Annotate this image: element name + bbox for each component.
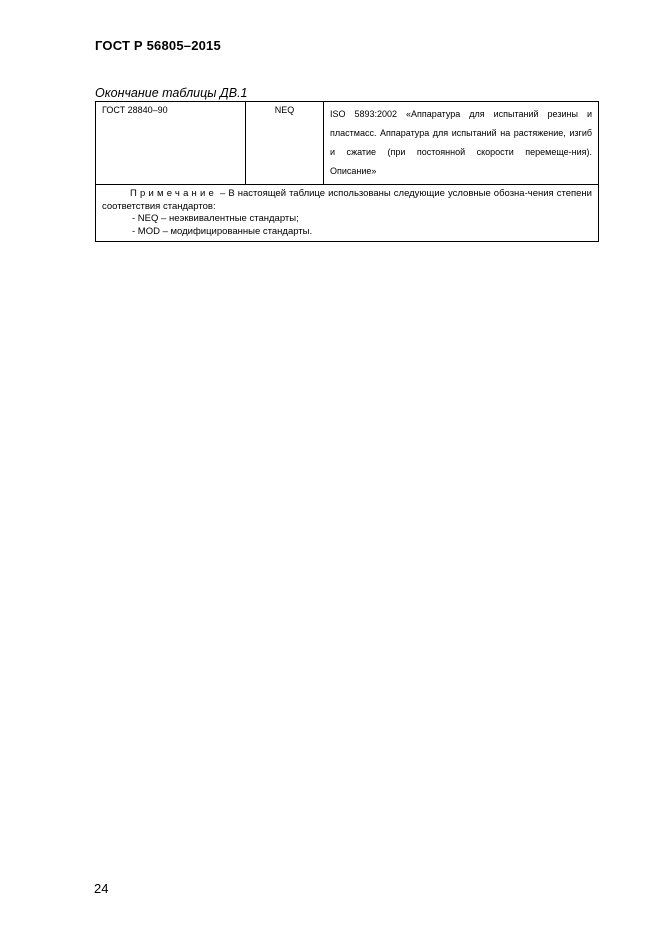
page-number: 24 bbox=[94, 881, 109, 896]
table-note-row bbox=[96, 185, 599, 242]
table-row bbox=[96, 102, 599, 185]
table-caption: Окончание таблицы ДВ.1 bbox=[95, 86, 248, 100]
table-note-cell bbox=[96, 185, 599, 242]
international-standard-cell: ISO 5893:2002 «Аппаратура для испытаний резины и пластмасс. Аппаратура для испытаний на растяжение, изгиб и сжатие (при постоянной скорости перемеще-ния). Описание» bbox=[324, 102, 599, 185]
document-code-header: ГОСТ Р 56805–2015 bbox=[95, 38, 221, 53]
note-label: Примечание bbox=[130, 188, 217, 199]
degree-of-correspondence-cell: NEQ bbox=[246, 102, 324, 185]
note-list-item: - MOD – модифицированные стандарты. bbox=[132, 225, 313, 237]
note-paragraph bbox=[102, 188, 592, 213]
standards-correspondence-table bbox=[95, 101, 599, 242]
note-text: – В настоящей таблице использованы следующие условные обозна-чения степени соответствия стандартов: bbox=[102, 188, 592, 212]
note-list-item: - NEQ – неэквивалентные стандарты; bbox=[132, 213, 299, 224]
national-standard-cell: ГОСТ 28840–90 bbox=[96, 102, 246, 185]
